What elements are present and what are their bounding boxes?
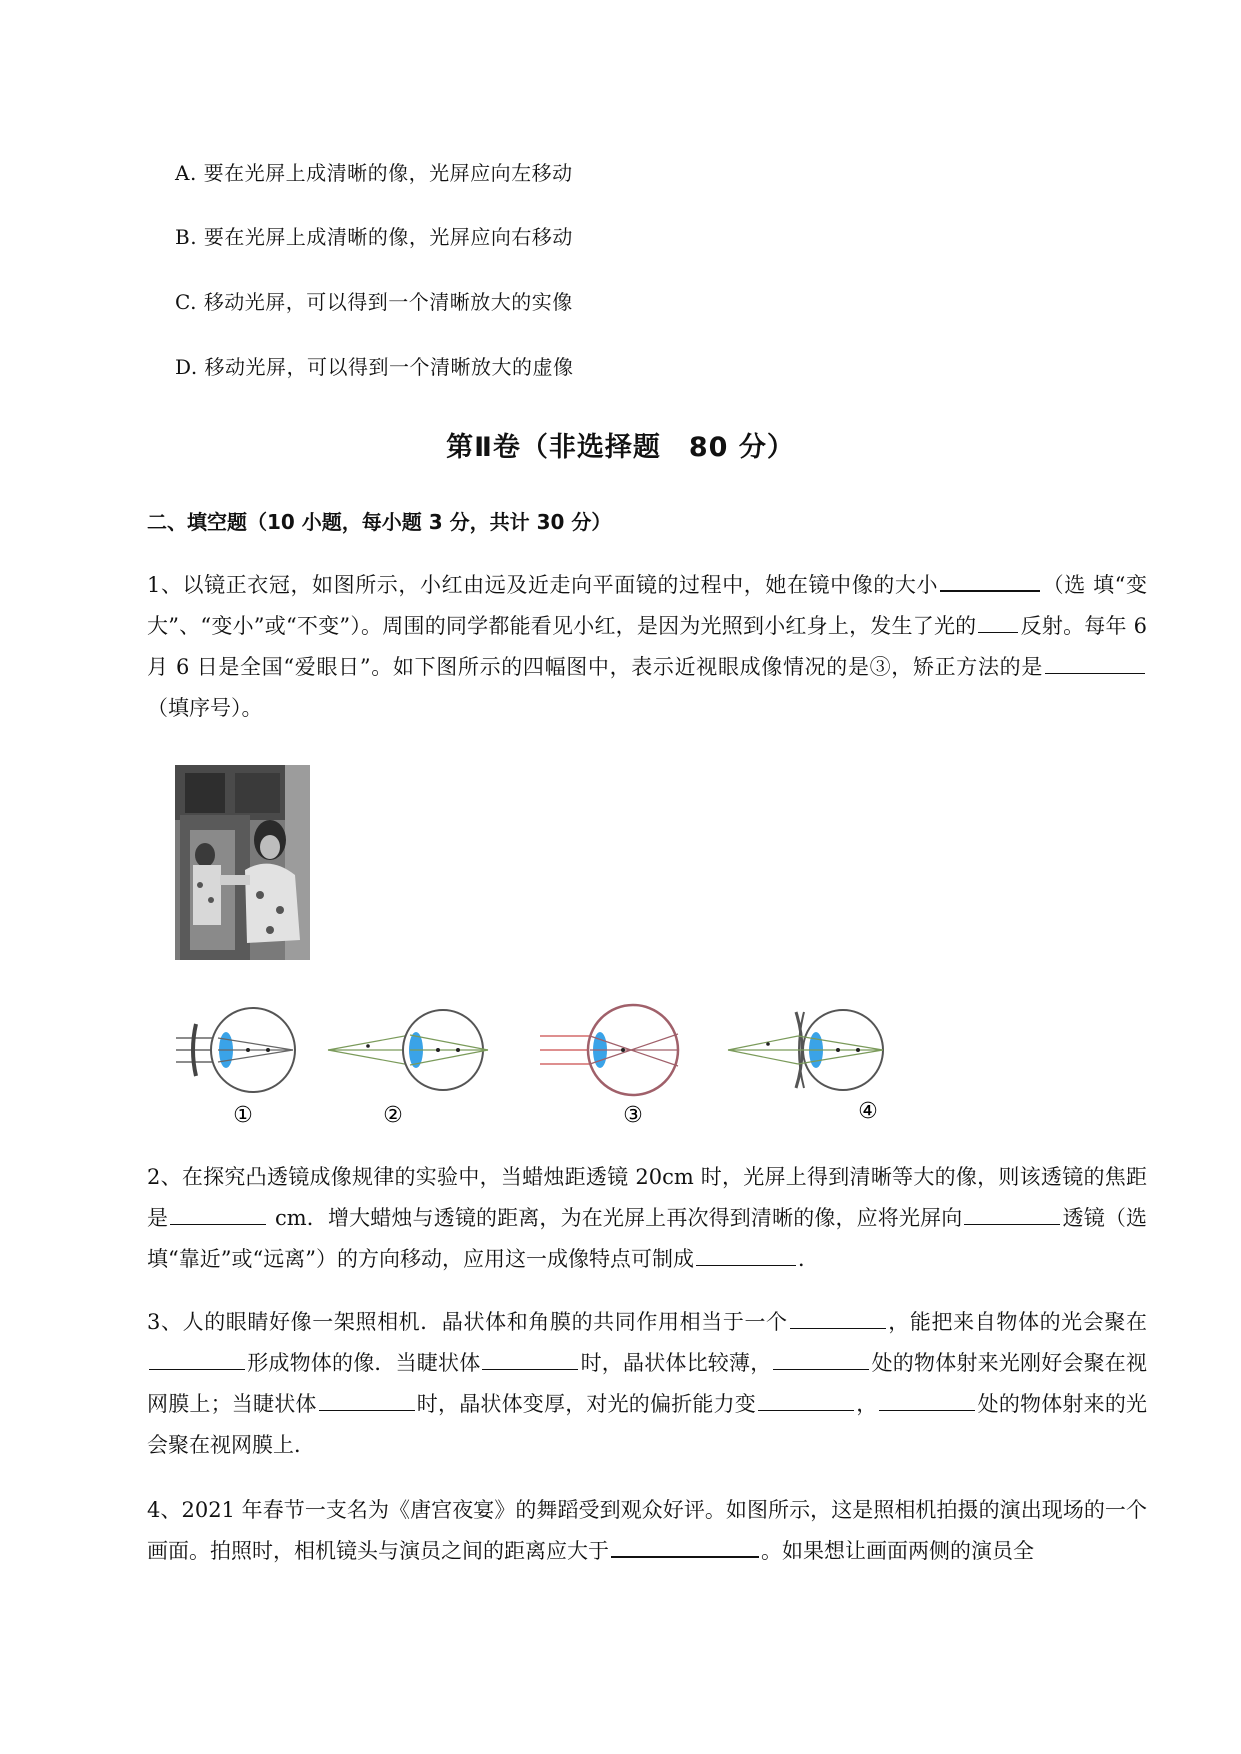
q3-text-8: 处的物体射来的光会聚在视网膜上．	[147, 1392, 1148, 1457]
eye-diagram-1	[176, 1008, 295, 1092]
option-a	[175, 157, 573, 186]
q2-text-1: 2、在探究凸透镜成像规律的实验中，当蜡烛距透镜 20cm 时，光屏上得到清晰等大的像，则该透镜的焦距是	[147, 1165, 1147, 1230]
option-text: 移动光屏，可以得到一个清晰放大的实像	[203, 290, 573, 314]
q3-text-6: 时，晶状体变厚，对光的偏折能力变	[416, 1392, 757, 1416]
q4-text-1: 4、2021 年春节一支名为《唐宫夜宴》的舞蹈受到观众好评。如图所示，这是照相机拍摄的演出现场的一个画面。拍照时，相机镜头与演员之间的距离应大于	[147, 1498, 1147, 1563]
q3-text-1: 3、人的眼睛好像一架照相机．晶状体和角膜的共同作用相当于一个	[147, 1310, 788, 1334]
diagram-label: ④	[858, 1099, 878, 1124]
answer-blank[interactable]	[758, 1388, 854, 1411]
q2-text-2: cm．增大蜡烛与透镜的距离，为在光屏上再次得到清晰的像，应将光屏向	[268, 1206, 963, 1230]
eye-diagrams	[168, 1000, 908, 1135]
question-3	[147, 1302, 1147, 1466]
option-text: 要在光屏上成清晰的像，光屏应向左移动	[203, 161, 573, 185]
q4-text-2: 。如果想让画面两侧的演员全	[761, 1539, 1034, 1563]
option-b	[175, 221, 573, 250]
section-title: 第Ⅱ卷（非选择题 80 分）	[446, 432, 795, 463]
q3-text-7: ，	[856, 1392, 878, 1416]
option-text: 要在光屏上成清晰的像，光屏应向右移动	[203, 225, 573, 249]
q3-text-5: 处的物体射来光刚好会聚在视网膜上；当睫状体	[147, 1351, 1148, 1416]
eye-diagram-2	[328, 1010, 488, 1090]
answer-blank[interactable]	[790, 1306, 886, 1329]
answer-blank[interactable]	[1045, 651, 1145, 674]
question-2	[147, 1157, 1147, 1280]
q2-text-4: ．	[797, 1247, 819, 1271]
option-letter: C.	[175, 290, 197, 314]
option-d	[175, 351, 574, 380]
answer-blank[interactable]	[170, 1202, 266, 1225]
answer-blank[interactable]	[773, 1347, 869, 1370]
answer-blank[interactable]	[940, 568, 1040, 592]
answer-blank[interactable]	[978, 610, 1018, 633]
answer-blank[interactable]	[482, 1347, 578, 1370]
answer-blank[interactable]	[611, 1534, 759, 1558]
q1-text-1: 1、以镜正衣冠，如图所示，小红由远及近走向平面镜的过程中，她在镜中像的大小	[147, 573, 939, 597]
diagram-label: ③	[623, 1103, 643, 1128]
question-4	[147, 1490, 1147, 1572]
q2-text-3: 透镜（选填“靠近”或“远离”）的方向移动，应用这一成像特点可制成	[147, 1206, 1147, 1271]
option-letter: A.	[175, 161, 197, 185]
eye-diagram-4	[728, 1010, 883, 1090]
answer-blank[interactable]	[319, 1388, 415, 1411]
answer-blank[interactable]	[696, 1243, 796, 1266]
eye-diagram-3	[540, 1005, 678, 1095]
q3-text-4: 时，晶状体比较薄，	[580, 1351, 772, 1375]
answer-blank[interactable]	[879, 1388, 975, 1411]
option-letter: D.	[175, 355, 198, 379]
option-letter: B.	[175, 225, 198, 249]
diagram-label: ②	[383, 1103, 403, 1128]
question-1	[147, 565, 1147, 729]
q1-text-2: （选 填“变大”、“变小”或“不变”）。周围的同学都能看见小红，是因为光照到小红身上，发生了光的	[147, 573, 1147, 638]
section-heading: 二、填空题（10 小题，每小题 3 分，共计 30 分）	[147, 510, 612, 534]
mirror-photo	[175, 765, 310, 960]
q1-text-3: 反射。每年 6 月 6 日是全国“爱眼日”。如下图所示的四幅图中，表示近视眼成像情况的是③，矫正方法的是	[147, 614, 1147, 679]
eye-diagrams-svg	[168, 1000, 908, 1135]
diagram-label: ①	[233, 1103, 253, 1128]
q3-text-3: 形成物体的像．当睫状体	[247, 1351, 481, 1375]
answer-blank[interactable]	[964, 1202, 1060, 1225]
answer-blank[interactable]	[149, 1347, 245, 1370]
mirror-photo-image	[175, 765, 310, 960]
option-text: 移动光屏，可以得到一个清晰放大的虚像	[204, 355, 574, 379]
q3-text-2: ，能把来自物体的光会聚在	[887, 1310, 1148, 1334]
q1-text-4: （填序号）。	[147, 696, 263, 720]
option-c	[175, 286, 573, 315]
